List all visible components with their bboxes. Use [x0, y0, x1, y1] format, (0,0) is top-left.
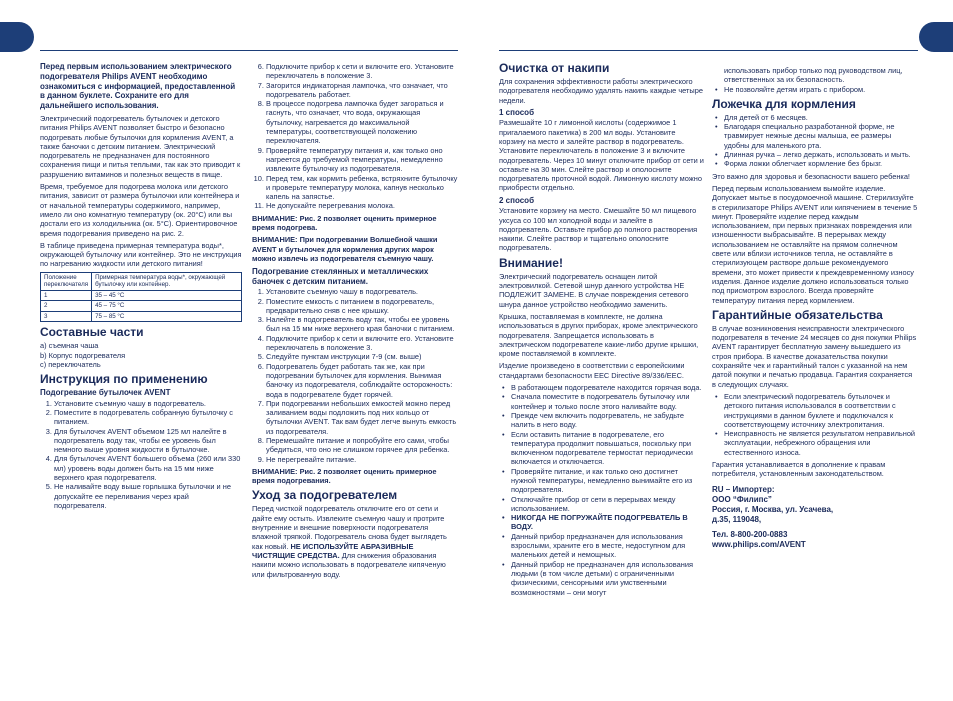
- paragraph: Время, требуемое для подогрева молока или детского питания, зависит от размера бутылочки или контейнера и от начальной температуры содержимого, например, имело ли оно комнатную температуру (ок. 20°C) или вы достали его из холодильника (ок. 5°C). Ориентировочное время подогревания приведено на рис. 2.: [40, 182, 240, 238]
- section-heading-warning: Внимание!: [499, 255, 563, 270]
- column-2: [252, 62, 458, 582]
- table-cell: 35 – 45 °C: [92, 290, 242, 301]
- table-header-cell: Положение переключателя: [41, 272, 92, 290]
- intro-text: Перед первым использованием электрического подогревателя Philips AVENT необходимо ознакомиться с информацией, предоставленной в данном буклете. Сохраните его для дальнейшего использования.: [40, 62, 236, 111]
- list-item: • Если электрический подогреватель бутылочек и детского питания использовался в соответствии с инструкциями в данном буклете и подключался к соответствующему источнику электропитания.: [724, 392, 918, 429]
- phone-number: Тел. 8-800-200-0883: [712, 529, 788, 539]
- column-4: [712, 66, 918, 550]
- list-item: • В работающем подогревателе находится горячая вода.: [511, 383, 704, 392]
- paragraph: Это важно для здоровья и безопасности вашего ребенка!: [712, 171, 910, 181]
- list-item: • Данный прибор не предназначен для использования людьми (в том числе детьми) с ограниченными физическими, сенсорными или умственными возможностями – они могут: [511, 560, 704, 597]
- note: ВНИМАНИЕ: Рис. 2 позволяет оценить примерное время подогревания.: [252, 466, 437, 486]
- left-header-rule: [40, 50, 458, 51]
- list-item: b) Корпус подогревателя: [40, 350, 126, 360]
- section-heading-spoon: Ложечка для кормления: [712, 96, 856, 111]
- list-item: 4. Подключите прибор к сети и включите его. Установите переключатель в положение 3.: [266, 334, 458, 353]
- paragraph: [252, 504, 458, 578]
- table-row: [41, 301, 242, 312]
- list-item: 8. В процессе подогрева лампочка будет загораться и гаснуть, что означает, что вода, окружающая бутылочку, нагревается до максимальной температуры, соответствующей положению переключателя.: [266, 99, 458, 145]
- list-item: 10. Перед тем, как кормить ребенка, встряхните бутылочку и проверьте температуру молока, капнув несколько капель на запястье.: [266, 174, 458, 202]
- list-item: • Не позволяйте детям играть с прибором.: [724, 85, 918, 94]
- company-name: ООО “Филипс”: [712, 494, 772, 504]
- importer-label: RU – Импортер:: [712, 484, 775, 494]
- list-item: 2. Поместите в подогреватель собранную бутылочку с питанием.: [54, 408, 242, 427]
- paragraph: В таблице приведена примерная температура воды*, окружающей бутылочку или контейнер. Это не инструкция по нагреванию жидкости или детского питания!: [40, 240, 242, 269]
- paragraph: Крышка, поставляемая в комплекте, не должна использоваться в других приборах, кроме электрического подогревателя. Запрещается использовать в электрическом подогревателе какие-либо другие крышки, кроме поставляемой в комплекте.: [499, 311, 699, 359]
- list-item: • Данный прибор предназначен для использования взрослыми, храните его в месте, недоступном для маленьких детей и немощных.: [511, 532, 704, 560]
- temperature-table: [40, 272, 242, 323]
- spoon-bullets: [712, 113, 918, 169]
- list-item: • Благодаря специально разработанной форме, не травмирует нежные десны малыша, ее размеры удобны для маленького рта.: [724, 122, 918, 150]
- list-item: • Проверяйте питание, и как только оно достигнет нужной температуры, немедленно вынимайте его из подогревателя.: [511, 467, 704, 495]
- paragraph: Электрический подогреватель бутылочек и детского питания Philips AVENT позволяет быстро и безопасно подогревать любые бутылочки для кормления AVENT, а также баночки с детским питанием. Электрический подогреватель не предназначен для постоянного сохранения пищи и питья теплыми, так как это приводит к разрушению витаминов и полезных веществ в пище.: [40, 113, 241, 179]
- table-row: [41, 311, 242, 322]
- list-item: 2. Поместите емкость с питанием в подогреватель, предварительно сняв с нее крышку.: [266, 297, 458, 316]
- list-item: 4. Для бутылочек AVENT большего объема (260 или 330 мл) уровень воды должен быть на 15 мм ниже верхнего края подогревателя.: [54, 454, 242, 482]
- method-2-title: 2 способ: [499, 195, 535, 205]
- table-cell: 3: [41, 311, 92, 322]
- list-item: 7. Загорится индикаторная лампочка, что означает, что подогреватель работает.: [266, 81, 458, 100]
- list-item: 7. При подогревании небольших емкостей можно перед заливанием воды подложить под них кольцо от бутылочки AVENT. Так вам будет легче вынуть емкость из подогревателя.: [266, 399, 458, 436]
- bottle-steps: [40, 399, 242, 511]
- table-cell: 45 – 75 °C: [92, 301, 242, 312]
- subheading-bottles: Подогревание бутылочек AVENT: [40, 388, 171, 398]
- section-heading-parts: Составные части: [40, 325, 144, 340]
- column-1: [40, 62, 242, 513]
- left-page-tab: [0, 22, 34, 52]
- website: www.philips.com/AVENT: [712, 539, 806, 549]
- paragraph: Установите корзину на место. Смешайте 50 мл пищевого уксуса со 100 мл холодной воды и залейте в подогреватель. Оставьте прибор до полного растворения накипи. Слейте раствор и тщательно ополосните подогреватель.: [499, 206, 698, 253]
- list-item: • Длинная ручка – легко держать, использовать и мыть.: [724, 150, 918, 159]
- care-tail: Для снижения образования накипи можно использовать в подогревателе кипяченую или фильтрованную воду.: [252, 550, 446, 579]
- warning-bullets: [499, 383, 704, 597]
- section-heading-descaling: Очистка от накипи: [499, 61, 610, 75]
- list-item: • Прежде чем включить подогреватель, не забудьте налить в него воду.: [511, 411, 704, 430]
- paragraph: Гарантия устанавливается в дополнение к правам потребителя, установленным законодательством.: [712, 459, 886, 479]
- list-item: • Форма ложки облегчает кормление без брызг.: [724, 159, 918, 168]
- list-item: 3. Налейте в подогреватель воду так, чтобы ее уровень был на 15 мм ниже верхнего края баночки с питанием.: [266, 315, 458, 334]
- table-cell: 2: [41, 301, 92, 312]
- list-item: 9. Проверяйте температуру питания и, как только оно нагреется до требуемой температуры, немедленно извлеките бутылочку из подогревателя.: [266, 146, 458, 174]
- list-item: 9. Не перегревайте питание.: [266, 455, 458, 464]
- list-item: c) переключатель: [40, 359, 101, 369]
- note: ВНИМАНИЕ: Рис. 2 позволяет оценить примерное время подогрева.: [252, 213, 437, 233]
- address-line-2: д.35, 119048,: [712, 514, 762, 524]
- list-item: 5. Следуйте пунктам инструкции 7-9 (см. выше): [266, 352, 458, 361]
- paragraph: Размешайте 10 г лимонной кислоты (содержимое 1 пригалаемого пакетика) в 200 мл воды. Установите корзину на место и залейте раствор в подогреватель. Установите переключатель в положение 3 и включите подогреватель. Через 10 минут отключите прибор от сети и оставьте на 30 мин. Слейте раствор и ополосните подогреватель проточной водой. Лимонную кислоту можно приобрести отдельно.: [499, 118, 704, 193]
- method-1-title: 1 способ: [499, 107, 535, 117]
- right-header-rule: [499, 50, 918, 51]
- warranty-bullets: [712, 392, 918, 457]
- list-item: • Если оставить питание в подогревателе, его температура продолжит повышаться, поскольку при включенном подогревателе термостат периодически включается и отключается.: [511, 430, 704, 467]
- list-item: 11. Не допускайте перегревания молока.: [266, 201, 458, 210]
- table-cell: 1: [41, 290, 92, 301]
- paragraph: Перед первым использованием вымойте изделие. Допускает мытье в посудомоечной машине. Стерилизуйте в стерилизаторе Philips AVENT или кипячением в течение 5 минут. Проверяйте изделие перед каждым использованием, при первых признаках повреждения или изношенности выбрасывайте. В перерывах между использованием не оставляйте на прямом солнечном свете или вблизи источников тепла, не оставляйте в стерилизующем растворе дольше рекомендуемого времени, это может привести к преждевременному износу изделия. Данное изделие должно использоваться только под присмотром взрослого. Всегда проверяйте температуру питания перед кормлением.: [712, 183, 918, 305]
- list-item: 3. Для бутылочек AVENT объемом 125 мл налейте в подогреватель воду так, чтобы ее уровень был немного выше уровня жидкости в бутылочке.: [54, 427, 242, 455]
- column-3: [499, 62, 704, 600]
- list-item: 8. Перемешайте питание и попробуйте его сами, чтобы убедиться, что оно не слишком горячее для ребенка.: [266, 436, 458, 455]
- section-heading-warranty: Гарантийные обязательства: [712, 307, 883, 322]
- care-text: Перед чисткой подогреватель отключите его от сети и дайте ему остыть. Извлеките съемную чашу и протрите внутренние и внешние поверхности подогревателя влажной тряпкой. Подогреватель снова будет выглядеть как новый.: [252, 504, 447, 551]
- paragraph: Изделие произведено в соответствии с европейскими стандартами безопасности EEC Directive 89/336/EEC.: [499, 361, 685, 380]
- table-row: [41, 290, 242, 301]
- list-item: а) съемная чаша: [40, 341, 99, 351]
- list-item: • Сначала поместите в подогреватель бутылочку или контейнер и только после этого наливайте воду.: [511, 392, 704, 411]
- section-heading-care: Уход за подогревателем: [252, 488, 398, 503]
- bottle-steps-continued: [252, 62, 458, 211]
- list-item: • Для детей от 6 месяцев.: [724, 113, 918, 122]
- section-heading-usage: Инструкция по применению: [40, 372, 208, 387]
- list-item: 6. Подключите прибор к сети и включите его. Установите переключатель в положение 3.: [266, 62, 458, 81]
- subheading-jars: Подогревание стеклянных и металлических баночек с детским питанием.: [252, 267, 429, 286]
- list-item: • НИКОГДА НЕ ПОГРУЖАЙТЕ ПОДОГРЕВАТЕЛЬ В ВОДУ.: [511, 513, 704, 532]
- paragraph: Для сохранения эффективности работы электрического подогревателя необходимо удалять накипь каждые четыре недели.: [499, 77, 703, 105]
- paragraph: использовать прибор только под руководством лиц, ответственных за их безопасность.: [724, 66, 903, 85]
- care-warning: НЕ ИСПОЛЬЗУЙТЕ АБРАЗИВНЫЕ ЧИСТЯЩИЕ СРЕДСТВА.: [252, 541, 414, 560]
- table-header-cell: Примерная температура воды*, окружающей бутылочку или контейнер.: [92, 272, 242, 290]
- list-item: 6. Подогреватель будет работать так же, как при подогревании бутылочек для кормления. Вынимая баночку из подогревателя, соблюдайте осторожность: вода в подогревателе будет горячей.: [266, 362, 458, 399]
- table-header-row: [41, 272, 242, 290]
- list-item: 1. Установите съемную чашу в подогреватель.: [266, 287, 458, 296]
- paragraph: В случае возникновения неисправности электрического подогревателя в течение 24 месяцев со дня покупки Philips AVENT гарантирует бесплатную замену вышедшего из строя прибора. В качестве доказательства покупки сохраняйте чек и гарантийный талон с указанной на нем датой покупки и печатью продавца. Гарантия сохраняется в следующих случаях.: [712, 323, 917, 389]
- list-item: 1. Установите съемную чашу в подогреватель.: [54, 399, 242, 408]
- note: ВНИМАНИЕ: При подогревании Волшебной чашки AVENT и бутылочек для кормления других марок можно извлечь из подогревателя съемную чашу.: [252, 235, 438, 263]
- table-cell: 75 – 85 °C: [92, 311, 242, 322]
- right-page-tab: [919, 22, 953, 52]
- child-safety-bullets: [712, 85, 918, 94]
- paragraph: Электрический подогреватель оснащен литой электровилкой. Сетевой шнур данного устройства НЕ ПОДЛЕЖИТ ЗАМЕНЕ. В случае повреждения сетевого шнура данное устройство необходимо заменить.: [499, 271, 689, 309]
- jar-steps: [252, 287, 458, 464]
- list-item: • Неисправность не является результатом неправильной эксплуатации, небрежного обращения или естественного износа.: [724, 429, 918, 457]
- address-line-1: Россия, г. Москва, ул. Усачева,: [712, 504, 834, 514]
- list-item: 5. Не наливайте воду выше горлышка бутылочки и не допускайте ее переливания через край подогревателя.: [54, 482, 242, 510]
- list-item: • Отключайте прибор от сети в перерывах между использованием.: [511, 495, 704, 514]
